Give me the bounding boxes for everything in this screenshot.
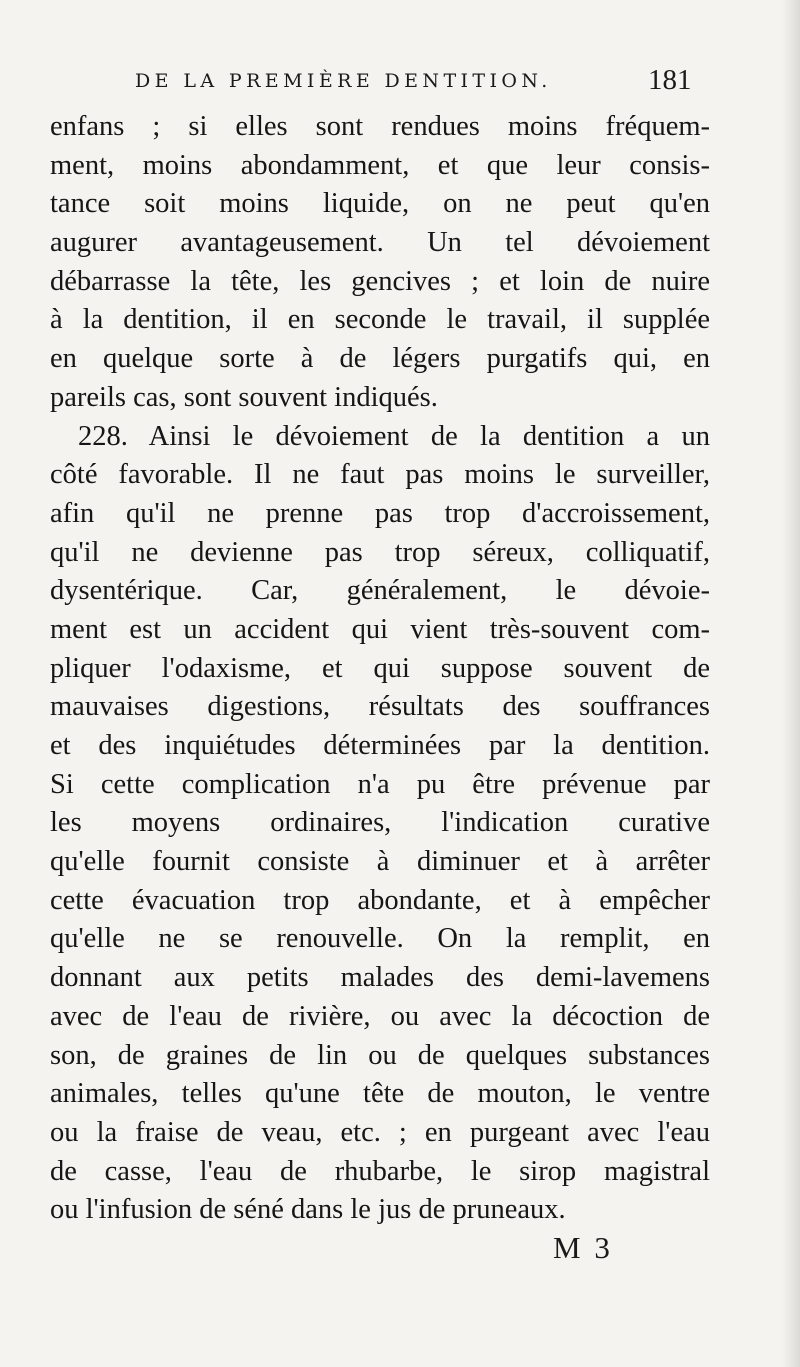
text-line: les moyens ordinaires, l'indication curative xyxy=(50,807,710,839)
text-line: afin qu'il ne prenne pas trop d'accroissement, xyxy=(50,497,710,529)
text-line: donnant aux petits malades des demi-lavemens xyxy=(50,962,710,994)
text-line: son, de graines de lin ou de quelques substances xyxy=(50,1039,710,1071)
page-number: 181 xyxy=(648,64,692,96)
text-line: augurer avantageusement. Un tel dévoiement xyxy=(50,227,710,259)
text-line: dysentérique. Car, généralement, le dévoie- xyxy=(50,575,710,607)
text-line: qu'elle ne se renouvelle. On la remplit, en xyxy=(50,923,710,955)
text-line: animales, telles qu'une tête de mouton, le ventre xyxy=(50,1078,710,1110)
paragraph-start-line: 228. Ainsi le dévoiement de la dentition a un xyxy=(78,420,710,452)
text-line: ou la fraise de veau, etc. ; en purgeant avec l'eau xyxy=(50,1116,710,1148)
text-line: à la dentition, il en seconde le travail, il supplée xyxy=(50,304,710,336)
paragraph-end-line: pareils cas, sont souvent indiqués. xyxy=(50,381,438,413)
text-line: de casse, l'eau de rhubarbe, le sirop magistral xyxy=(50,1155,710,1187)
body-text xyxy=(50,108,710,1230)
text-line: ment, moins abondamment, et que leur consis- xyxy=(50,149,710,181)
text-line: en quelque sorte à de légers purgatifs qui, en xyxy=(50,343,710,375)
text-line: pliquer l'odaxisme, et qui suppose souvent de xyxy=(50,652,710,684)
text-line: ment est un accident qui vient très-souvent com- xyxy=(50,613,710,645)
text-line: et des inquiétudes déterminées par la dentition. xyxy=(50,730,710,761)
text-line: avec de l'eau de rivière, ou avec la décoction de xyxy=(50,1000,710,1032)
text-line: mauvaises digestions, résultats des souffrances xyxy=(50,691,710,723)
signature-mark: M 3 xyxy=(553,1230,613,1265)
page-edge-shadow xyxy=(782,0,800,1367)
text-line: débarrasse la tête, les gencives ; et loin de nuire xyxy=(50,265,710,297)
text-line: Si cette complication n'a pu être prévenue par xyxy=(50,768,710,800)
text-line: qu'elle fournit consiste à diminuer et à arrêter xyxy=(50,846,710,878)
text-line: qu'il ne devienne pas trop séreux, colliquatif, xyxy=(50,536,710,568)
text-line: ou l'infusion de séné dans le jus de pruneaux. xyxy=(50,1194,566,1226)
text-line: tance soit moins liquide, on ne peut qu'en xyxy=(50,188,710,220)
text-line: enfans ; si elles sont rendues moins fréquem- xyxy=(50,111,710,142)
text-line: côté favorable. Il ne faut pas moins le surveiller, xyxy=(50,459,710,491)
text-line: cette évacuation trop abondante, et à empêcher xyxy=(50,884,710,916)
running-head: DE LA PREMIÈRE DENTITION. xyxy=(135,70,552,92)
